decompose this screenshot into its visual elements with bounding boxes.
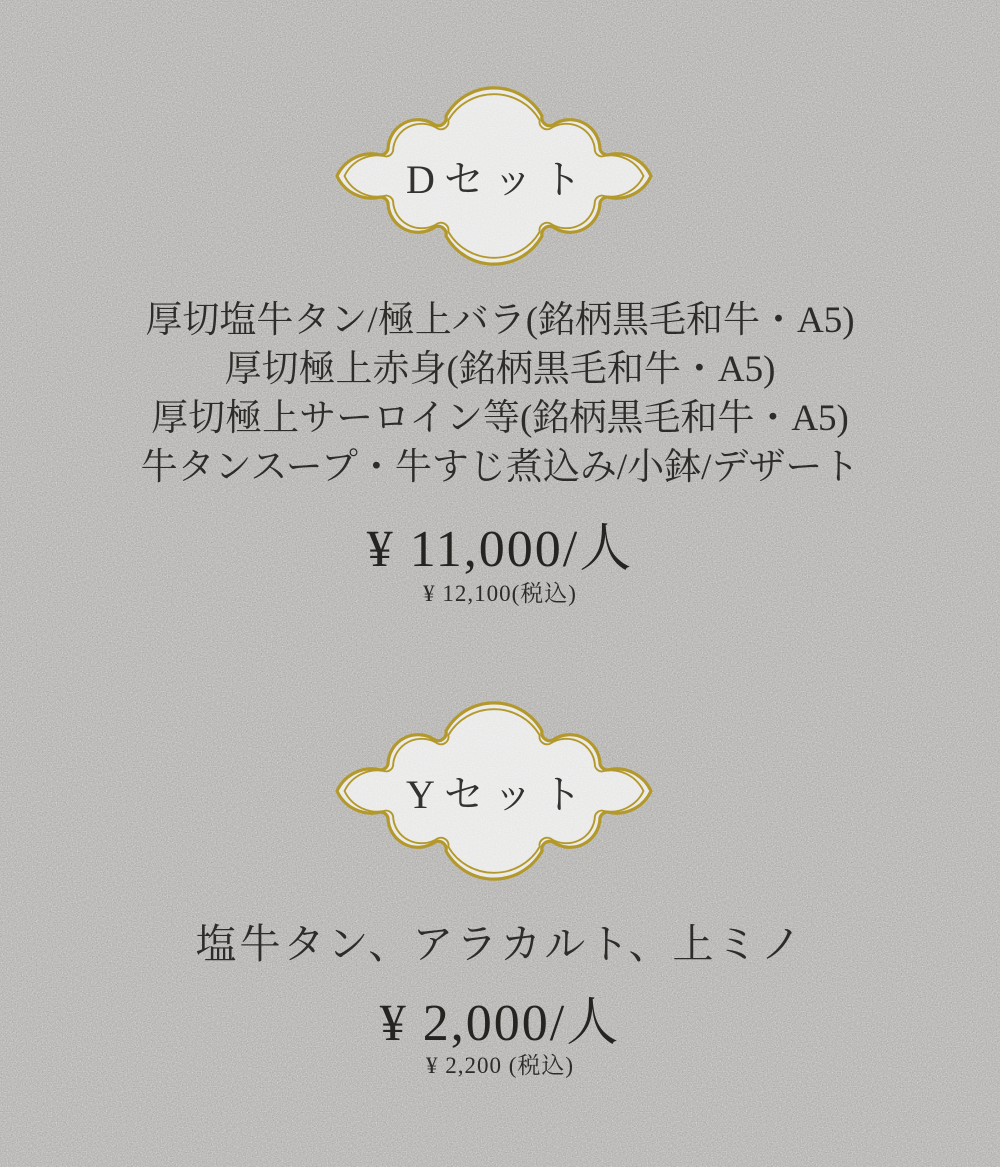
set-y-price: ¥ 2,000/人	[379, 995, 621, 1052]
set-d-price-tax-included: ¥ 12,100(税込)	[423, 581, 577, 606]
set-y-price-tax-included: ¥ 2,200 (税込)	[425, 1053, 575, 1078]
set-d-price: ¥ 11,000/人	[366, 521, 634, 578]
menu-item-line: 厚切極上サーロイン等(銘柄黒毛和牛・A5)	[151, 398, 849, 439]
menu-item-line: 塩牛タン、アラカルト、上ミノ	[195, 921, 805, 967]
menu-item-line: 牛タンスープ・牛すじ煮込み/小鉢/デザート	[140, 447, 860, 488]
set-d-badge-label: Dセット	[406, 156, 591, 202]
set-d-badge	[334, 80, 654, 272]
menu-item-line: 厚切極上赤身(銘柄黒毛和牛・A5)	[224, 349, 776, 390]
menu-item-line: 厚切塩牛タン/極上バラ(銘柄黒毛和牛・A5)	[145, 300, 855, 341]
set-y-items	[0, 918, 1000, 970]
set-y-badge	[334, 695, 654, 887]
set-d-items	[0, 296, 1000, 492]
set-y-badge-label: Yセット	[406, 771, 591, 817]
